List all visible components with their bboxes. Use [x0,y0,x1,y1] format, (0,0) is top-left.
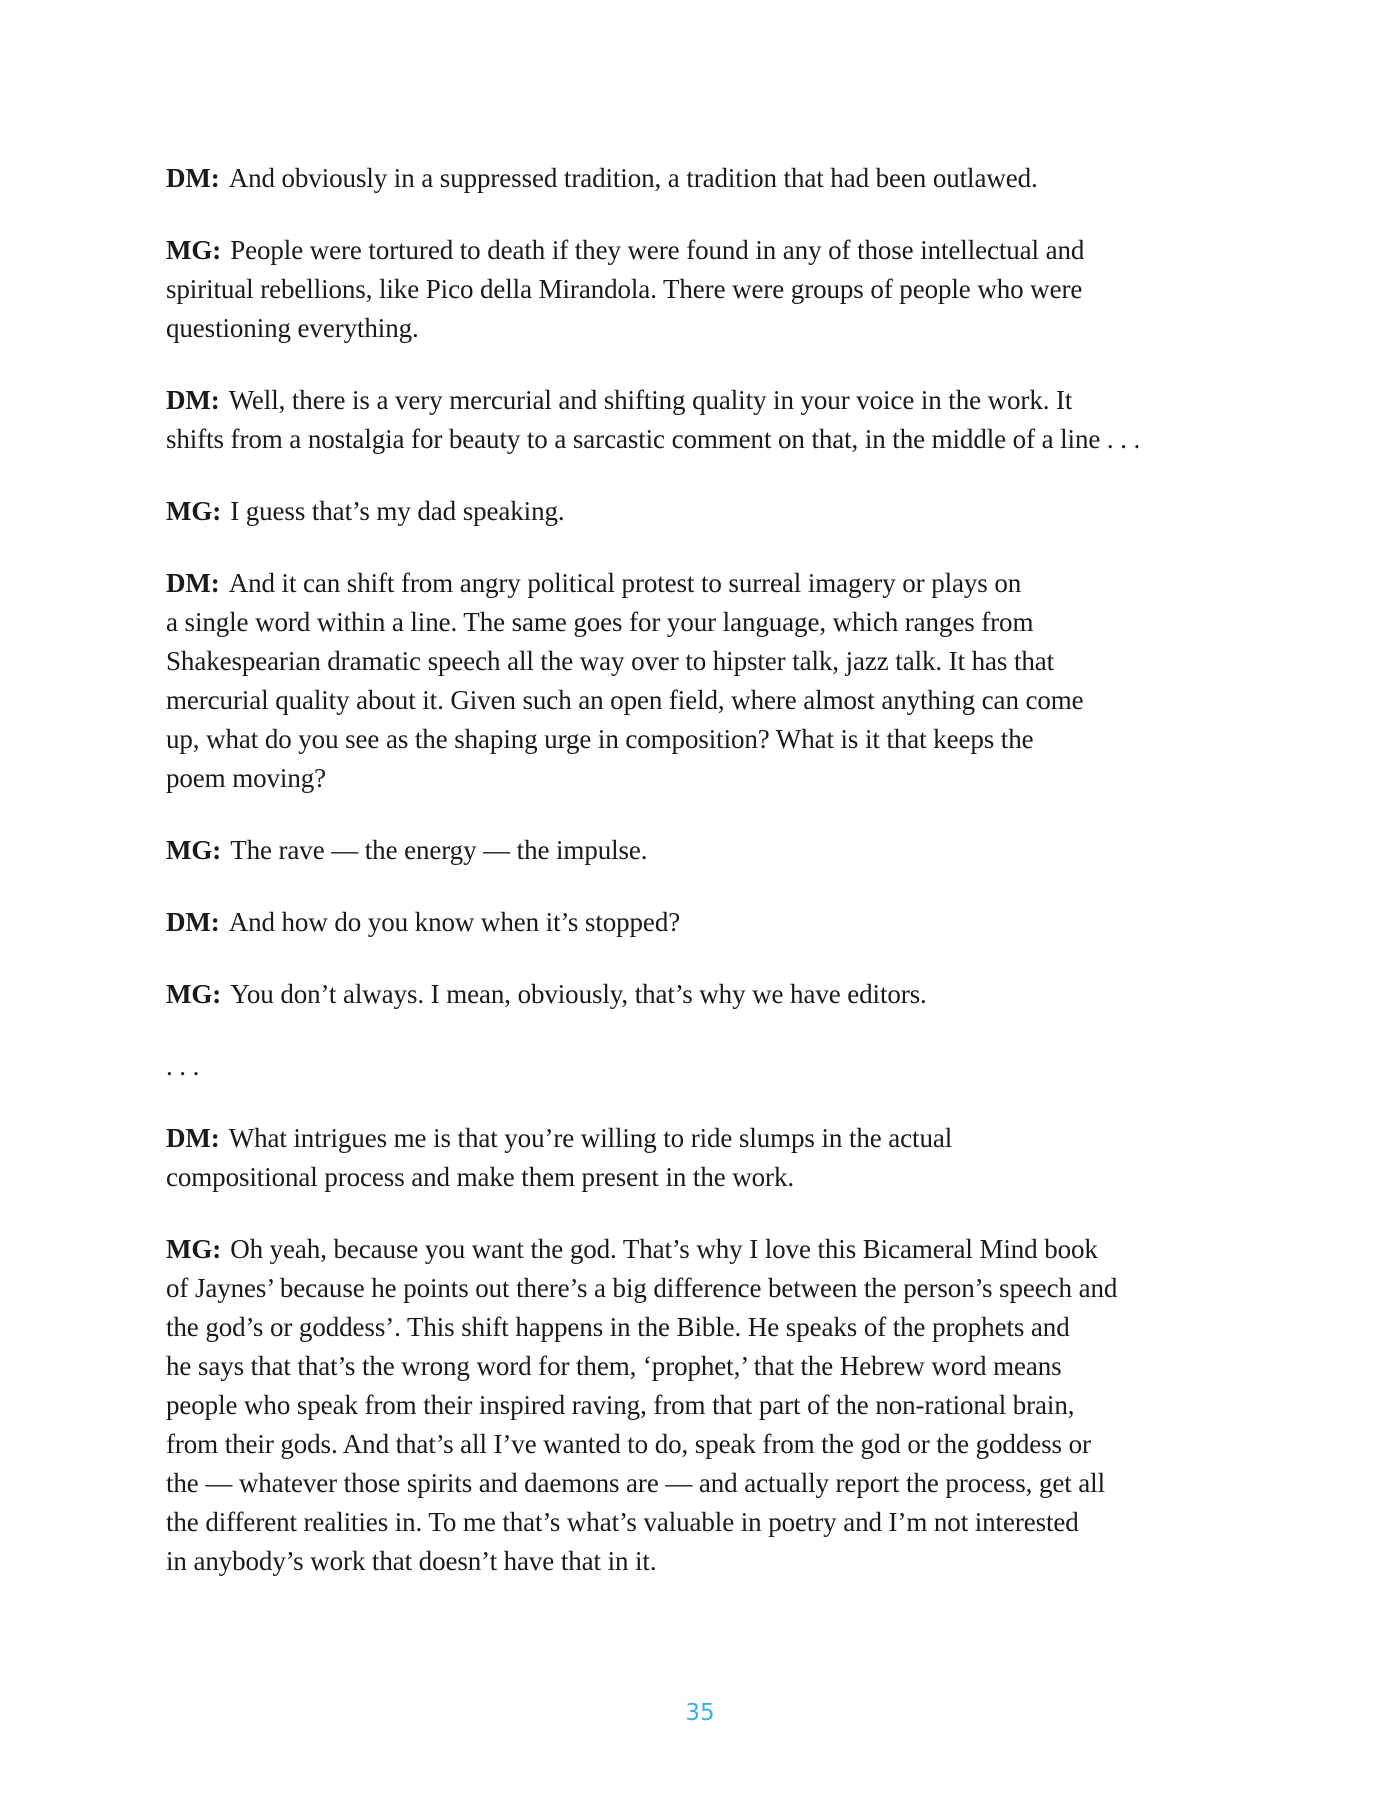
speaker-label: MG: [166,1234,222,1264]
text-line [166,1158,1246,1197]
line-text: Oh yeah, because you want the god. That’s why I love this Bicameral Mind book [230,1234,1098,1264]
line-text: poem moving? [166,763,327,793]
dialogue-paragraph [166,1119,1246,1197]
line-text: compositional process and make them present in the work. [166,1162,794,1192]
text-line [166,1230,1246,1269]
line-text: the god’s or goddess’. This shift happens in the Bible. He speaks of the prophets and [166,1312,1070,1342]
text-line [166,1542,1246,1581]
interview-text [166,159,1246,1614]
text-line [166,564,1246,603]
line-text: mercurial quality about it. Given such an open field, where almost anything can come [166,685,1084,715]
line-text: And it can shift from angry political protest to surreal imagery or plays on [228,568,1022,598]
dialogue-paragraph [166,231,1246,348]
line-text: I guess that’s my dad speaking. [230,496,565,526]
line-text: And obviously in a suppressed tradition, a tradition that had been outlawed. [228,163,1038,193]
text-line [166,1308,1246,1347]
text-line [166,1464,1246,1503]
line-text: shifts from a nostalgia for beauty to a sarcastic comment on that, in the middle of a line . . . [166,424,1141,454]
dialogue-paragraph [166,564,1246,798]
speaker-label: DM: [166,163,220,193]
line-text: people who speak from their inspired raving, from that part of the non-rational brain, [166,1390,1075,1420]
dialogue-paragraph [166,975,1246,1014]
text-line [166,603,1246,642]
line-text: What intrigues me is that you’re willing to ride slumps in the actual [228,1123,953,1153]
text-line [166,681,1246,720]
line-text: up, what do you see as the shaping urge in composition? What is it that keeps the [166,724,1034,754]
text-line [166,420,1246,459]
text-line [166,642,1246,681]
line-text: The rave — the energy — the impulse. [230,835,648,865]
line-text: the — whatever those spirits and daemons are — and actually report the process, get all [166,1468,1105,1498]
text-line [166,1119,1246,1158]
text-line [166,1047,1246,1086]
text-line [166,903,1246,942]
text-line [166,1503,1246,1542]
line-text: . . . [166,1051,200,1081]
line-text: You don’t always. I mean, obviously, that’s why we have editors. [230,979,927,1009]
text-line [166,831,1246,870]
speaker-label: MG: [166,835,222,865]
text-line [166,231,1246,270]
section-break [166,1047,1246,1086]
speaker-label: DM: [166,1123,220,1153]
line-text: from their gods. And that’s all I’ve wanted to do, speak from the god or the goddess or [166,1429,1091,1459]
speaker-label: MG: [166,496,222,526]
text-line [166,492,1246,531]
line-text: Well, there is a very mercurial and shifting quality in your voice in the work. It [228,385,1073,415]
line-text: the different realities in. To me that’s what’s valuable in poetry and I’m not interested [166,1507,1079,1537]
dialogue-paragraph [166,831,1246,870]
text-line [166,381,1246,420]
line-text: of Jaynes’ because he points out there’s a big difference between the person’s speech and [166,1273,1118,1303]
speaker-label: DM: [166,385,220,415]
text-line [166,1347,1246,1386]
text-line [166,759,1246,798]
speaker-label: DM: [166,568,220,598]
dialogue-paragraph [166,903,1246,942]
dialogue-paragraph [166,159,1246,198]
text-line [166,1386,1246,1425]
line-text: People were tortured to death if they were found in any of those intellectual and [230,235,1085,265]
dialogue-paragraph [166,1230,1246,1581]
line-text: questioning everything. [166,313,419,343]
line-text: a single word within a line. The same goes for your language, which ranges from [166,607,1034,637]
text-line [166,309,1246,348]
dialogue-paragraph [166,381,1246,459]
line-text: And how do you know when it’s stopped? [228,907,681,937]
text-line [166,1269,1246,1308]
text-line [166,270,1246,309]
line-text: in anybody’s work that doesn’t have that in it. [166,1546,657,1576]
text-line [166,159,1246,198]
text-line [166,1425,1246,1464]
speaker-label: MG: [166,235,222,265]
speaker-label: DM: [166,907,220,937]
text-line [166,720,1246,759]
line-text: he says that that’s the wrong word for them, ‘prophet,’ that the Hebrew word means [166,1351,1062,1381]
dialogue-paragraph [166,492,1246,531]
page-number: 35 [685,1700,715,1726]
speaker-label: MG: [166,979,222,1009]
text-line [166,975,1246,1014]
line-text: spiritual rebellions, like Pico della Mirandola. There were groups of people who were [166,274,1083,304]
line-text: Shakespearian dramatic speech all the way over to hipster talk, jazz talk. It has that [166,646,1055,676]
